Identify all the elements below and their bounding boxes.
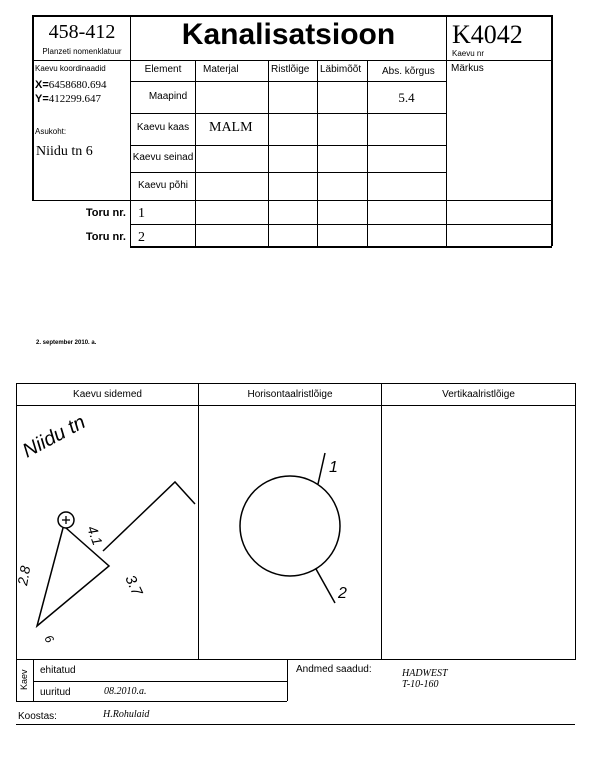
pipe-label-1: 1: [329, 459, 338, 476]
header-materjal: Materjal: [203, 64, 239, 75]
coord-y: [35, 93, 101, 105]
surveyed-value: 08.2010.a.: [104, 686, 147, 697]
row-element-maapind: Maapind: [148, 91, 188, 102]
built-label: ehitatud: [40, 665, 76, 676]
coords-caption: Kaevu koordinaadid: [35, 64, 106, 73]
horizontal-section-sketch: [199, 406, 381, 659]
pipe-1-line: [318, 453, 325, 484]
coord-y-value: 412299.647: [48, 93, 102, 105]
header-labimoot: Läbimõõt: [320, 64, 362, 75]
pipe-2-line: [316, 569, 335, 603]
coord-y-label: Y=: [35, 93, 49, 105]
coord-x-label: X=: [35, 79, 49, 91]
header-markus: Märkus: [451, 63, 484, 74]
col-vertikaal-title: Vertikaalristlõige: [442, 389, 515, 400]
location-value: Niidu tn 6: [36, 144, 93, 159]
pipe-1-label: Toru nr.: [85, 207, 126, 219]
handwriting-4-1: 4.1: [84, 523, 106, 548]
page-title: Kanalisatsioon: [181, 18, 396, 51]
well-number-caption: Kaevu nr: [452, 49, 485, 58]
date-text: 2. september 2010. a.: [36, 340, 97, 346]
well-number: K4042: [452, 20, 523, 49]
col-kaevu-sidemed-title: Kaevu sidemed: [73, 389, 142, 400]
handwriting-3-7: 3.7: [121, 572, 146, 599]
location-caption: Asukoht:: [35, 127, 67, 136]
data-from-value-1: HADWEST: [402, 668, 448, 679]
row-element-kaevu-pohi: Kaevu põhi: [137, 180, 189, 191]
compiled-value: H.Rohulaid: [103, 709, 150, 720]
handwriting-2-8: 2.8: [14, 564, 34, 587]
compiled-label: Koostas:: [18, 711, 57, 722]
row-element-kaevu-seinad: Kaevu seinad: [132, 152, 194, 163]
data-from-label: Andmed saadud:: [296, 664, 372, 675]
coord-x-value: 6458680.694: [48, 79, 107, 91]
header-ristloige: Ristlõige: [271, 64, 310, 75]
data-from-value-2: T-10-160: [402, 679, 439, 690]
connection-sketch: [14, 406, 198, 659]
building-outline: [103, 482, 195, 551]
pipe-2-number: 2: [138, 230, 145, 245]
handwriting-street: Niidu tn: [19, 411, 90, 463]
header-element: Element: [144, 64, 182, 75]
footer-side-label: Kaev: [19, 669, 29, 690]
row-abs-maapind: 5.4: [398, 90, 415, 105]
surveyed-label: uuritud: [40, 687, 71, 698]
sheet-number-caption: Planzeti nomenklatuur: [42, 47, 122, 56]
pipe-2-label: Toru nr.: [85, 231, 126, 243]
handwriting-6: 6: [41, 632, 57, 646]
well-cross-section: [240, 476, 340, 576]
row-materjal-kaevu-kaas: MALM: [209, 120, 253, 135]
coord-x: [35, 79, 107, 91]
pipe-1-number: 1: [138, 206, 145, 221]
row-element-kaevu-kaas: Kaevu kaas: [136, 122, 190, 133]
header-abs-korgus: Abs. kõrgus: [382, 66, 435, 77]
pipe-label-2: 2: [338, 585, 347, 602]
sheet-number: 458-412: [48, 21, 116, 43]
col-horisontaal-title: Horisontaalristlõige: [247, 389, 333, 400]
